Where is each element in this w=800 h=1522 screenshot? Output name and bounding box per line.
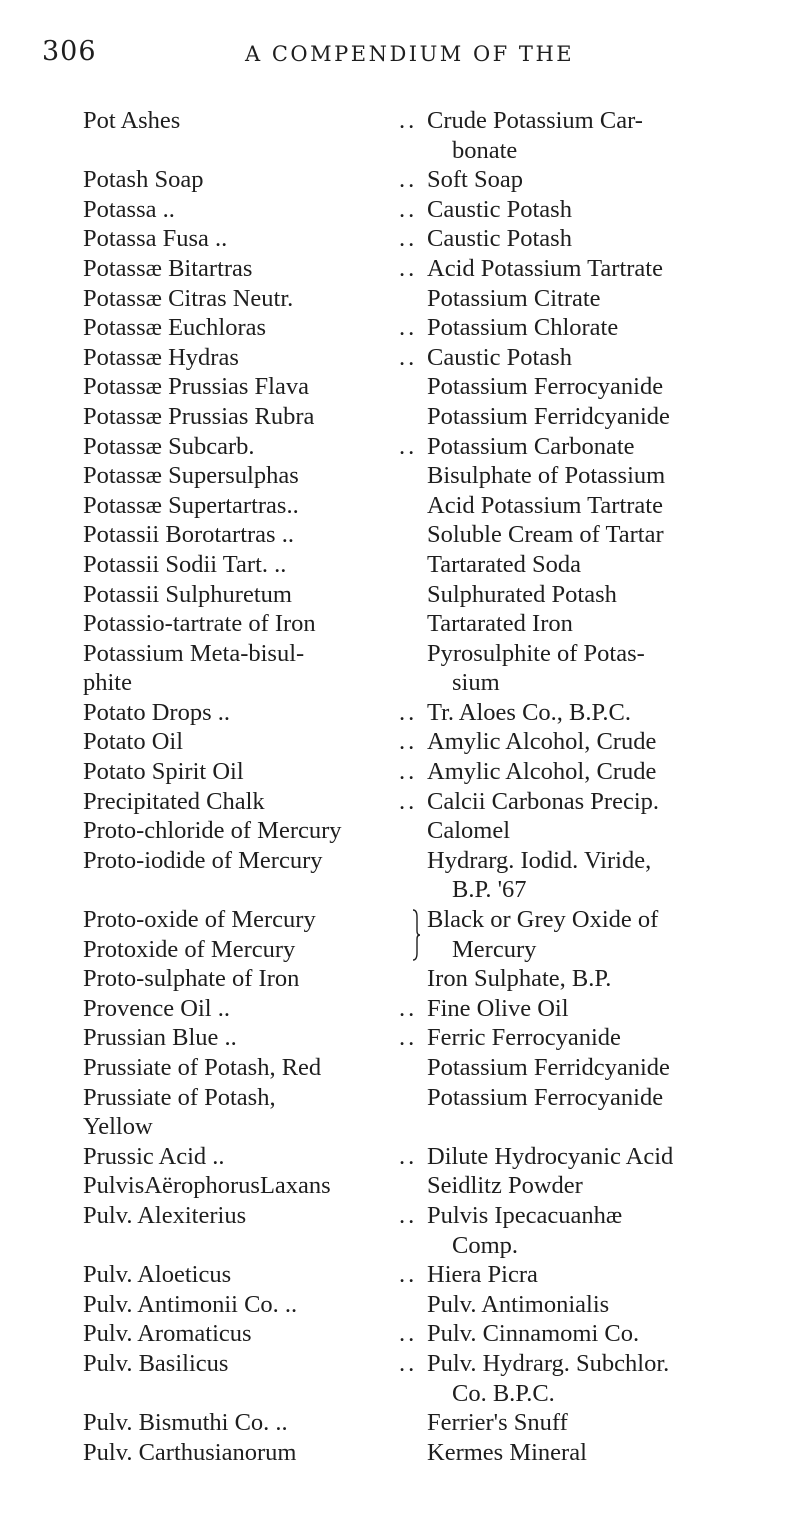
entry-definition xyxy=(427,1053,767,1083)
definition-line: Pulv. Hydrarg. Subchlor. xyxy=(427,1349,670,1377)
glossary-entry xyxy=(0,816,800,846)
entry-term xyxy=(83,905,413,964)
glossary-entry xyxy=(0,284,800,314)
definition-line: Caustic Potash xyxy=(427,343,572,371)
entry-definition xyxy=(427,224,767,254)
entry-term xyxy=(83,846,413,876)
entry-term xyxy=(83,372,413,402)
glossary-entry xyxy=(0,491,800,521)
definition-line: Mercury xyxy=(452,935,537,963)
definition-line: Dilute Hydrocyanic Acid xyxy=(427,1142,674,1170)
term-line: Potassa Fusa .. xyxy=(83,225,228,253)
definition-line: Potassium Ferridcyanide xyxy=(427,1054,670,1081)
glossary-entry xyxy=(0,964,800,994)
definition-line: Potassium Ferridcyanide xyxy=(427,402,670,430)
glossary-entry xyxy=(0,757,800,787)
glossary-entry xyxy=(0,1319,800,1349)
entry-term xyxy=(83,964,413,994)
entry-term xyxy=(83,1023,418,1053)
glossary-entry xyxy=(0,1201,800,1260)
entry-definition xyxy=(427,905,767,964)
term-line: Potassii Sodii Tart. .. xyxy=(83,550,287,578)
definition-line: Co. B.P.C. xyxy=(452,1379,555,1407)
entry-term xyxy=(83,254,418,284)
definition-line: Ferric Ferrocyanide xyxy=(427,1024,621,1052)
entry-definition xyxy=(427,639,767,698)
leader-dots: .. xyxy=(399,994,418,1022)
leader-dots: .. xyxy=(399,314,418,342)
entry-definition xyxy=(427,432,767,462)
entry-definition xyxy=(427,343,767,373)
term-line: phite xyxy=(83,669,132,697)
entry-definition xyxy=(427,372,767,402)
term-line: Precipitated Chalk xyxy=(83,787,265,815)
leader-dots: .. xyxy=(399,1142,418,1170)
glossary-entry xyxy=(0,254,800,284)
glossary-entry xyxy=(0,905,800,964)
glossary-entry xyxy=(0,402,800,432)
page-number: 306 xyxy=(42,36,97,67)
leader-dots: .. xyxy=(399,1024,418,1052)
definition-line: Calcii Carbonas Precip. xyxy=(427,787,660,815)
definition-line: Potassium Ferrocyanide xyxy=(427,373,664,401)
term-line: Potassæ Supertartras.. xyxy=(83,491,299,519)
entry-definition xyxy=(427,254,767,284)
term-line: Pulv. Basilicus xyxy=(83,1349,229,1377)
entry-definition xyxy=(427,1083,767,1113)
entry-definition xyxy=(427,757,767,787)
entry-term xyxy=(83,1171,413,1201)
definition-line: bonate xyxy=(452,136,518,164)
leader-dots: .. xyxy=(399,225,418,253)
definition-line: Black or Grey Oxide of xyxy=(427,906,659,934)
leader-dots: .. xyxy=(399,1261,418,1289)
glossary-entry xyxy=(0,550,800,580)
entry-definition xyxy=(427,165,767,195)
term-line: PulvisAërophorusLaxans xyxy=(83,1172,331,1200)
entry-definition xyxy=(427,994,767,1024)
glossary-entry xyxy=(0,1053,800,1083)
entry-definition xyxy=(427,284,767,314)
entry-term xyxy=(83,1349,418,1379)
definition-line: Comp. xyxy=(452,1231,519,1259)
term-line: Potassæ Prussias Flava xyxy=(83,373,309,401)
term-line: Pulv. Antimonii Co. .. xyxy=(83,1290,298,1318)
term-line: Prussian Blue .. xyxy=(83,1024,237,1052)
glossary-entry xyxy=(0,195,800,225)
entry-definition xyxy=(427,520,767,550)
glossary-entry xyxy=(0,1142,800,1172)
entry-definition xyxy=(427,1349,767,1408)
term-line: Protoxide of Mercury xyxy=(83,935,296,963)
leader-dots: .. xyxy=(399,728,418,756)
term-line: Potassæ Prussias Rubra xyxy=(83,402,315,430)
glossary-entry xyxy=(0,1023,800,1053)
definition-line: Acid Potassium Tartrate xyxy=(427,491,663,519)
definition-line: Pyrosulphite of Potas- xyxy=(427,639,645,667)
term-line: Proto-oxide of Mercury xyxy=(83,906,316,934)
definition-line: Caustic Potash xyxy=(427,195,572,223)
entry-term xyxy=(83,816,413,846)
glossary-entry xyxy=(0,1408,800,1438)
term-line: Potato Spirit Oil xyxy=(83,758,244,786)
leader-dots: .. xyxy=(399,195,418,223)
entry-definition xyxy=(427,846,767,905)
glossary-entry xyxy=(0,1290,800,1320)
glossary-entries xyxy=(0,106,800,1467)
term-line: Pulv. Bismuthi Co. .. xyxy=(83,1409,288,1437)
entry-definition xyxy=(427,1171,767,1201)
entry-term xyxy=(83,550,413,580)
entry-definition xyxy=(427,1023,767,1053)
definition-line: Potassium Carbonate xyxy=(427,432,635,460)
entry-term xyxy=(83,609,413,639)
entry-definition xyxy=(427,1260,767,1290)
entry-definition xyxy=(427,727,767,757)
entry-definition xyxy=(427,964,767,994)
page-header xyxy=(0,36,800,76)
entry-term xyxy=(83,402,413,432)
definition-line: Kermes Mineral xyxy=(427,1438,587,1466)
term-line: Potassii Sulphuretum xyxy=(83,580,292,608)
term-line: Potassæ Citras Neutr. xyxy=(83,284,294,312)
term-line: Potassa .. xyxy=(83,195,175,223)
entry-term xyxy=(83,1319,418,1349)
term-line: Yellow xyxy=(83,1113,153,1141)
entry-term xyxy=(83,432,418,462)
entry-definition xyxy=(427,609,767,639)
term-line: Potassæ Bitartras xyxy=(83,254,253,282)
definition-line: Sulphurated Potash xyxy=(427,580,617,608)
entry-term xyxy=(83,313,418,343)
term-line: Proto-sulphate of Iron xyxy=(83,965,300,993)
entry-definition xyxy=(427,1290,767,1320)
glossary-entry xyxy=(0,165,800,195)
glossary-entry xyxy=(0,846,800,905)
entry-term xyxy=(83,106,418,136)
definition-line: Potassium Ferrocyanide xyxy=(427,1083,664,1111)
glossary-entry xyxy=(0,639,800,698)
definition-line: Soft Soap xyxy=(427,166,523,194)
definition-line: Pulv. Cinnamomi Co. xyxy=(427,1320,640,1348)
term-line: Prussiate of Potash, Red xyxy=(83,1054,322,1081)
leader-dots: .. xyxy=(399,107,418,134)
glossary-entry xyxy=(0,698,800,728)
term-line: Potassæ Supersulphas xyxy=(83,462,299,490)
definition-line: Tartarated Iron xyxy=(427,610,573,638)
term-line: Prussiate of Potash, xyxy=(83,1083,276,1111)
entry-term xyxy=(83,491,413,521)
leader-dots: .. xyxy=(399,698,418,726)
entry-term xyxy=(83,1142,418,1172)
definition-line: Potassium Chlorate xyxy=(427,314,619,342)
term-line: Potassio-tartrate of Iron xyxy=(83,610,316,638)
definition-line: Caustic Potash xyxy=(427,225,572,253)
definition-line: Fine Olive Oil xyxy=(427,994,569,1022)
entry-definition xyxy=(427,1438,767,1468)
entry-definition xyxy=(427,1408,767,1438)
entry-definition xyxy=(427,787,767,817)
definition-line: Amylic Alcohol, Crude xyxy=(427,758,657,786)
entry-term xyxy=(83,1260,418,1290)
definition-line: Amylic Alcohol, Crude xyxy=(427,728,657,756)
entry-term xyxy=(83,1201,418,1231)
entry-term xyxy=(83,1438,413,1468)
leader-dots: .. xyxy=(399,1320,418,1348)
term-line: Pot Ashes xyxy=(83,107,181,134)
definition-line: Tartarated Soda xyxy=(427,550,582,578)
glossary-entry xyxy=(0,1083,800,1142)
term-line: Potato Drops .. xyxy=(83,698,230,726)
definition-line: Potassium Citrate xyxy=(427,284,601,312)
entry-definition xyxy=(427,402,767,432)
definition-line: B.P. '67 xyxy=(452,876,527,904)
term-line: Pulv. Carthusianorum xyxy=(83,1438,297,1466)
entry-definition xyxy=(427,195,767,225)
entry-definition xyxy=(427,698,767,728)
entry-definition xyxy=(427,461,767,491)
glossary-entry xyxy=(0,580,800,610)
term-line: Potash Soap xyxy=(83,166,204,194)
definition-line: Acid Potassium Tartrate xyxy=(427,254,663,282)
entry-definition xyxy=(427,550,767,580)
glossary-entry xyxy=(0,727,800,757)
leader-dots: .. xyxy=(399,787,418,815)
entry-definition xyxy=(427,1142,767,1172)
leader-dots: .. xyxy=(399,758,418,786)
definition-line: Pulv. Antimonialis xyxy=(427,1290,610,1318)
definition-line: Hiera Picra xyxy=(427,1261,538,1289)
glossary-entry xyxy=(0,1260,800,1290)
entry-definition xyxy=(427,313,767,343)
glossary-entry xyxy=(0,372,800,402)
glossary-entry xyxy=(0,609,800,639)
entry-term xyxy=(83,698,418,728)
entry-definition xyxy=(427,491,767,521)
glossary-entry xyxy=(0,1438,800,1468)
entry-term xyxy=(83,520,413,550)
definition-line: Bisulphate of Potassium xyxy=(427,462,666,490)
term-line: Potassium Meta-bisul- xyxy=(83,639,305,667)
definition-line: sium xyxy=(452,669,500,697)
glossary-entry xyxy=(0,432,800,462)
definition-line: Calomel xyxy=(427,817,511,845)
leader-dots: .. xyxy=(399,432,418,460)
entry-term xyxy=(83,639,413,698)
definition-line: Hydrarg. Iodid. Viride, xyxy=(427,846,652,874)
glossary-entry xyxy=(0,520,800,550)
term-line: Proto-chloride of Mercury xyxy=(83,817,342,845)
entry-term xyxy=(83,580,413,610)
glossary-entry xyxy=(0,994,800,1024)
term-line: Provence Oil .. xyxy=(83,994,230,1022)
glossary-entry xyxy=(0,787,800,817)
definition-line: Pulvis Ipecacuanhæ xyxy=(427,1201,623,1229)
brace-icon xyxy=(412,909,420,961)
leader-dots: .. xyxy=(399,1349,418,1377)
term-line: Potassæ Hydras xyxy=(83,343,239,371)
term-line: Pulv. Aloeticus xyxy=(83,1261,232,1289)
term-line: Potato Oil xyxy=(83,728,184,756)
glossary-entry xyxy=(0,461,800,491)
entry-definition xyxy=(427,1319,767,1349)
entry-definition xyxy=(427,580,767,610)
definition-line: Crude Potassium Car- xyxy=(427,107,643,134)
entry-term xyxy=(83,224,418,254)
term-line: Potassæ Euchloras xyxy=(83,314,267,342)
leader-dots: .. xyxy=(399,254,418,282)
entry-term xyxy=(83,994,418,1024)
glossary-entry xyxy=(0,1171,800,1201)
entry-term xyxy=(83,1053,413,1083)
entry-term xyxy=(83,1408,413,1438)
entry-term xyxy=(83,787,418,817)
entry-term xyxy=(83,195,418,225)
entry-term xyxy=(83,343,418,373)
glossary-entry xyxy=(0,313,800,343)
entry-definition xyxy=(427,106,767,165)
entry-term xyxy=(83,727,418,757)
term-line: Proto-iodide of Mercury xyxy=(83,846,323,874)
entry-definition xyxy=(427,1201,767,1260)
definition-line: Tr. Aloes Co., B.P.C. xyxy=(427,698,632,726)
leader-dots: .. xyxy=(399,166,418,194)
leader-dots: .. xyxy=(399,343,418,371)
term-line: Pulv. Alexiterius xyxy=(83,1201,247,1229)
definition-line: Iron Sulphate, B.P. xyxy=(427,965,612,993)
running-title: A COMPENDIUM OF THE xyxy=(245,42,575,66)
term-line: Prussic Acid .. xyxy=(83,1142,225,1170)
term-line: Pulv. Aromaticus xyxy=(83,1320,252,1348)
glossary-entry xyxy=(0,106,800,165)
leader-dots: .. xyxy=(399,1201,418,1229)
term-line: Potassii Borotartras .. xyxy=(83,521,294,549)
entry-term xyxy=(83,284,413,314)
entry-term xyxy=(83,461,413,491)
entry-term xyxy=(83,1083,413,1142)
definition-line: Seidlitz Powder xyxy=(427,1172,583,1200)
glossary-entry xyxy=(0,343,800,373)
glossary-entry xyxy=(0,224,800,254)
entry-term xyxy=(83,165,418,195)
entry-term xyxy=(83,1290,413,1320)
definition-line: Ferrier's Snuff xyxy=(427,1409,568,1437)
term-line: Potassæ Subcarb. xyxy=(83,432,255,460)
entry-definition xyxy=(427,816,767,846)
definition-line: Soluble Cream of Tartar xyxy=(427,521,664,549)
glossary-entry xyxy=(0,1349,800,1408)
entry-term xyxy=(83,757,418,787)
